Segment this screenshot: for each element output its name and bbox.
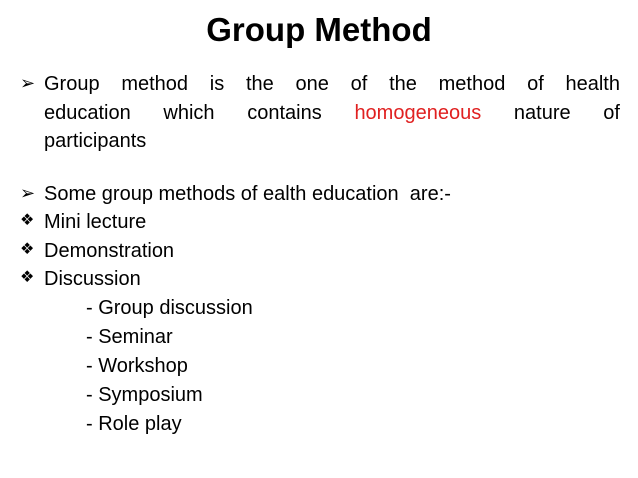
paragraph-1-line-2-end: nature of	[481, 101, 620, 124]
sub-list	[20, 294, 620, 439]
list-item-label: Mini lecture	[44, 211, 147, 233]
sub-list-item: - Workshop	[86, 354, 188, 377]
slide-title: Group Method	[206, 11, 432, 48]
list-item	[20, 208, 620, 237]
paragraph-1-line-2	[44, 99, 620, 128]
paragraph-1	[20, 70, 620, 156]
sub-list-item: - Seminar	[86, 325, 173, 348]
list-item	[20, 265, 620, 294]
paragraph-2-text: Some group methods of ealth education are:-	[44, 182, 451, 205]
diamond-bullet-icon: ❖	[20, 240, 35, 258]
paragraph-1-line-2-start: education which contains	[44, 101, 355, 124]
diamond-bullet-icon: ❖	[20, 212, 35, 229]
list-item	[20, 237, 620, 266]
highlighted-word: homogeneous	[354, 101, 482, 124]
list-item-label: Demonstration	[44, 239, 175, 262]
arrow-bullet-icon: ➢	[20, 182, 36, 203]
diamond-bullet-icon: ❖	[20, 269, 35, 286]
slide-content	[20, 70, 620, 439]
sub-list-item: - Group discussion	[86, 296, 253, 319]
paragraph-1-line-3: participants	[44, 130, 147, 152]
paragraph-1-line-1: Group method is the one of the method of health	[44, 73, 620, 95]
arrow-bullet-icon: ➢	[20, 73, 36, 93]
paragraph-1-text	[44, 70, 620, 156]
paragraph-2	[20, 180, 620, 209]
sub-list-item: - Role play	[86, 412, 182, 435]
list-item-label: Discussion	[44, 268, 141, 290]
sub-list-item: - Symposium	[86, 383, 203, 406]
